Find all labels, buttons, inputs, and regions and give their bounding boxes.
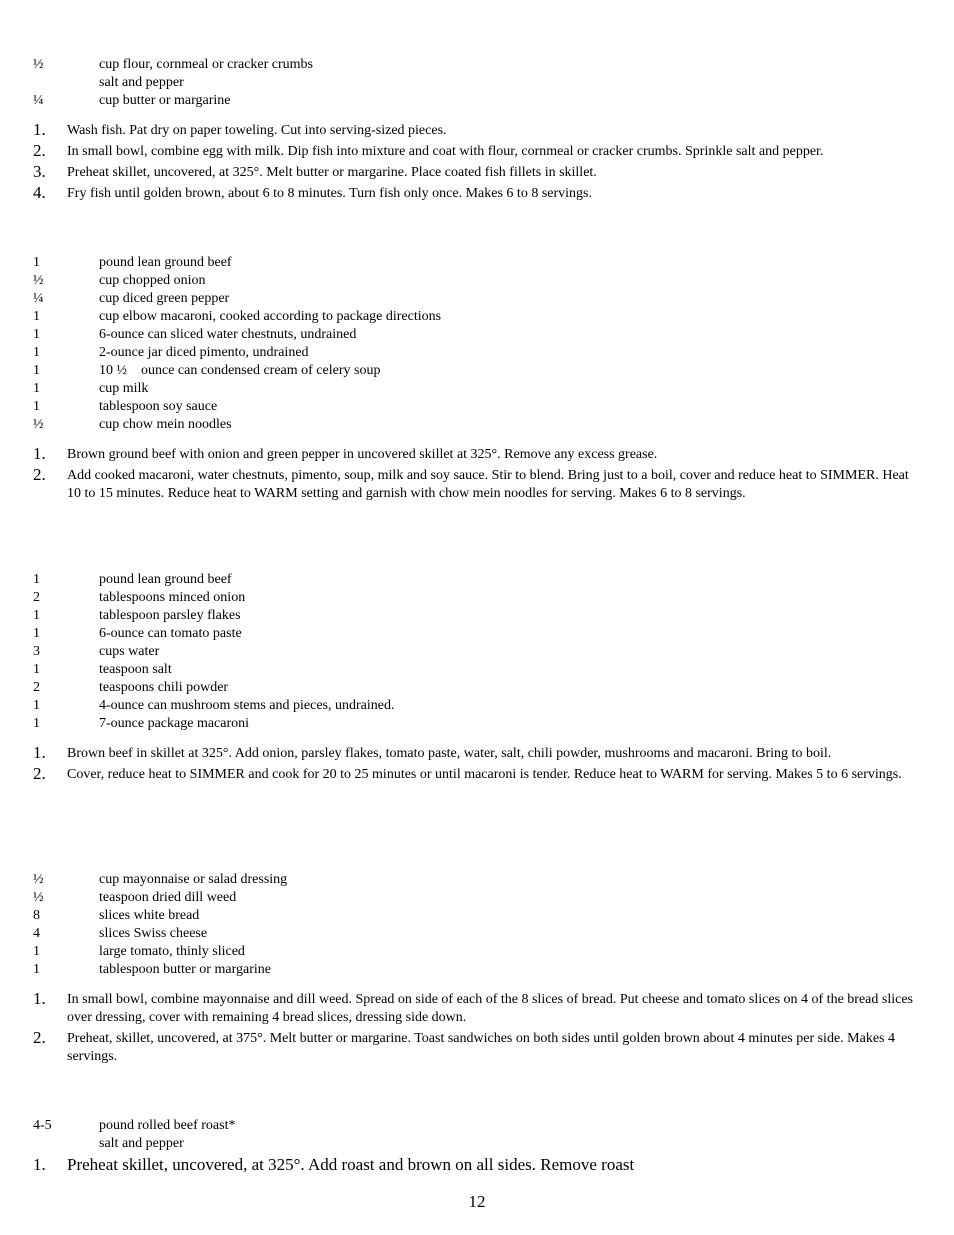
step-text: Brown ground beef with onion and green pepper in uncovered skillet at 325°. Remove any excess grease.	[67, 447, 658, 462]
ingredient-line	[0, 889, 954, 907]
step-list	[0, 122, 954, 203]
ingredient-line	[0, 871, 954, 889]
ingredient-line	[0, 272, 954, 290]
step-item	[0, 143, 954, 161]
ingredient-desc: tablespoon butter or margarine	[99, 962, 271, 977]
step-text: Add cooked macaroni, water chestnuts, pimento, soup, milk and soy sauce. Stir to blend. Bring just to a boil, cover and reduce heat to SIMMER. Heat 10 to 15 minutes. Reduce heat to WARM setting and garnish with chow mein noodles for serving. Makes 6 to 8 servings.	[67, 468, 909, 501]
ingredient-line	[0, 380, 954, 398]
ingredient-line	[0, 589, 954, 607]
ingredient-desc: teaspoon salt	[99, 662, 172, 677]
step-number: 2.	[33, 141, 46, 160]
ingredient-line	[0, 308, 954, 326]
ingredient-qty: 1	[33, 716, 40, 731]
step-list	[0, 1154, 954, 1176]
ingredient-qty: 1	[33, 572, 40, 587]
ingredient-desc: cup mayonnaise or salad dressing	[99, 872, 288, 887]
step-list	[0, 745, 954, 784]
ingredient-desc: cup flour, cornmeal or cracker crumbs	[99, 57, 314, 72]
ingredient-desc: tablespoons minced onion	[99, 590, 246, 605]
ingredient-qty: 1	[33, 255, 40, 270]
step-list	[0, 991, 954, 1066]
ingredient-qty: 1	[33, 363, 40, 378]
ingredient-line	[0, 254, 954, 272]
step-item	[0, 1154, 954, 1176]
ingredient-desc: pound lean ground beef	[99, 255, 232, 270]
ingredient-qty: ½	[33, 890, 44, 905]
ingredient-qty: 1	[33, 962, 40, 977]
ingredient-qty: 4-5	[33, 1118, 52, 1133]
ingredient-qty: 2	[33, 680, 40, 695]
ingredient-desc: cups water	[99, 644, 160, 659]
ingredient-qty: 1	[33, 662, 40, 677]
ingredient-desc: tablespoon soy sauce	[99, 399, 218, 414]
step-text: In small bowl, combine mayonnaise and dill weed. Spread on side of each of the 8 slices of bread. Put cheese and tomato slices on 4 of the bread slices over dressing, cover with remaining 4 bread slices, dressing side down.	[67, 992, 913, 1025]
step-text: Fry fish until golden brown, about 6 to 8 minutes. Turn fish only once. Makes 6 to 8 servings.	[67, 186, 592, 201]
ingredient-desc: 2-ounce jar diced pimento, undrained	[99, 345, 309, 360]
ingredient-qty: 1	[33, 381, 40, 396]
ingredient-desc: cup chopped onion	[99, 273, 206, 288]
ingredient-desc: 6-ounce can sliced water chestnuts, undrained	[99, 327, 357, 342]
step-number: 4.	[33, 183, 46, 202]
step-number: 1.	[33, 120, 46, 139]
ingredient-line	[0, 571, 954, 589]
ingredient-line	[0, 925, 954, 943]
ingredient-line	[0, 661, 954, 679]
ingredient-qty: ¼	[33, 93, 44, 108]
step-item	[0, 164, 954, 182]
ingredient-qty: ½	[33, 872, 44, 887]
ingredient-desc: 7-ounce package macaroni	[99, 716, 250, 731]
ingredient-desc: cup diced green pepper	[99, 291, 230, 306]
step-text: Brown beef in skillet at 325°. Add onion, parsley flakes, tomato paste, water, salt, chili powder, mushrooms and macaroni. Bring to boil.	[67, 746, 832, 761]
ingredient-line	[0, 344, 954, 362]
ingredient-line	[0, 643, 954, 661]
ingredient-line	[0, 398, 954, 416]
ingredient-qty: 1	[33, 399, 40, 414]
ingredient-line	[0, 697, 954, 715]
step-item	[0, 122, 954, 140]
step-number: 1.	[33, 444, 46, 463]
ingredient-desc: 6-ounce can tomato paste	[99, 626, 242, 641]
ingredient-qty: ½	[33, 273, 44, 288]
step-text: Wash fish. Pat dry on paper toweling. Cut into serving-sized pieces.	[67, 123, 447, 138]
page-number: 12	[468, 1192, 486, 1211]
step-number: 1.	[33, 989, 46, 1008]
ingredient-desc: teaspoons chili powder	[99, 680, 229, 695]
recipe-beef-macaroni-chow-mein	[0, 254, 954, 506]
ingredient-desc: salt and pepper	[99, 1136, 184, 1151]
ingredient-qty: ½	[33, 417, 44, 432]
ingredient-desc: 4-ounce can mushroom stems and pieces, undrained.	[99, 698, 395, 713]
ingredient-desc: pound rolled beef roast*	[99, 1118, 236, 1133]
step-item	[0, 446, 954, 464]
step-number: 2.	[33, 1028, 46, 1047]
ingredient-line	[0, 92, 954, 110]
ingredient-line	[0, 416, 954, 434]
ingredient-desc: salt and pepper	[99, 75, 184, 90]
ingredient-line	[0, 607, 954, 625]
ingredient-line	[0, 1135, 954, 1153]
recipe-fried-fish	[0, 56, 954, 206]
ingredient-line	[0, 961, 954, 979]
ingredient-line	[0, 943, 954, 961]
ingredient-line	[0, 326, 954, 344]
ingredient-qty: 1	[33, 626, 40, 641]
step-list	[0, 446, 954, 503]
ingredient-qty: 1	[33, 345, 40, 360]
step-text: Preheat, skillet, uncovered, at 375°. Melt butter or margarine. Toast sandwiches on both sides until golden brown about 4 minutes per side. Makes 4 servings.	[67, 1031, 895, 1064]
step-item	[0, 185, 954, 203]
ingredient-line	[0, 1117, 954, 1135]
step-item	[0, 766, 954, 784]
ingredient-qty: 8	[33, 908, 40, 923]
step-text: Preheat skillet, uncovered, at 325°. Melt butter or margarine. Place coated fish fillets in skillet.	[67, 165, 597, 180]
step-text: Preheat skillet, uncovered, at 325°. Add roast and brown on all sides. Remove roast	[67, 1155, 635, 1174]
ingredient-line	[0, 56, 954, 74]
step-text: In small bowl, combine egg with milk. Dip fish into mixture and coat with flour, cornmeal or cracker crumbs. Sprinkle salt and pepper.	[67, 144, 824, 159]
recipe-grilled-cheese-tomato	[0, 871, 954, 1069]
ingredient-qty: 1	[33, 309, 40, 324]
ingredient-qty: 2	[33, 590, 40, 605]
ingredient-qty: 1	[33, 698, 40, 713]
ingredient-desc: tablespoon parsley flakes	[99, 608, 241, 623]
ingredient-desc: slices Swiss cheese	[99, 926, 208, 941]
step-item	[0, 1030, 954, 1066]
ingredient-line	[0, 625, 954, 643]
ingredient-qty: 1	[33, 608, 40, 623]
recipe-pot-roast	[0, 1117, 954, 1179]
ingredient-qty: 3	[33, 644, 40, 659]
ingredient-desc: slices white bread	[99, 908, 200, 923]
ingredient-qty: ¼	[33, 291, 44, 306]
ingredient-line	[0, 907, 954, 925]
ingredient-line	[0, 290, 954, 308]
ingredient-desc: cup elbow macaroni, cooked according to package directions	[99, 309, 442, 324]
step-item	[0, 745, 954, 763]
step-number: 2.	[33, 764, 46, 783]
ingredient-line	[0, 715, 954, 733]
ingredient-qty: 1	[33, 944, 40, 959]
step-text: Cover, reduce heat to SIMMER and cook for 20 to 25 minutes or until macaroni is tender. Reduce heat to WARM for serving. Makes 5 to 6 servings.	[67, 767, 902, 782]
step-item	[0, 991, 954, 1027]
ingredient-qty: 1	[33, 327, 40, 342]
ingredient-desc: cup butter or margarine	[99, 93, 231, 108]
step-number: 1.	[33, 1155, 46, 1174]
recipe-beef-macaroni-skillet	[0, 571, 954, 787]
ingredient-line	[0, 74, 954, 92]
ingredient-line	[0, 362, 954, 380]
ingredient-desc: teaspoon dried dill weed	[99, 890, 237, 905]
step-number: 3.	[33, 162, 46, 181]
ingredient-desc: cup milk	[99, 381, 149, 396]
step-number: 1.	[33, 743, 46, 762]
ingredient-line	[0, 679, 954, 697]
step-number: 2.	[33, 465, 46, 484]
ingredient-desc: 10 ½ ounce can condensed cream of celery soup	[99, 363, 381, 378]
ingredient-desc: large tomato, thinly sliced	[99, 944, 245, 959]
step-item	[0, 467, 954, 503]
ingredient-qty: ½	[33, 57, 44, 72]
ingredient-desc: pound lean ground beef	[99, 572, 232, 587]
ingredient-qty: 4	[33, 926, 40, 941]
ingredient-desc: cup chow mein noodles	[99, 417, 232, 432]
